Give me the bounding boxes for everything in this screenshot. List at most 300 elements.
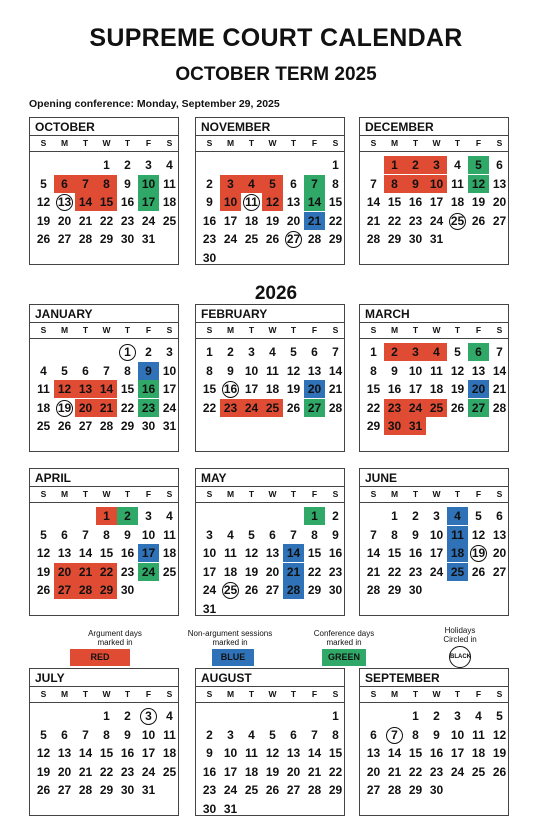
day-cell: 23 (202, 783, 217, 797)
day-cell: 9 (332, 527, 339, 542)
day-cell: 21 (78, 764, 93, 779)
day-cell: 30 (120, 783, 135, 797)
day-cell: 15 (99, 546, 114, 560)
day-cell: 29 (96, 581, 117, 599)
day-cell: 1 (304, 507, 325, 525)
day-cell: 1 (103, 158, 110, 172)
day-cell: 30 (202, 801, 217, 816)
day-cell: 3 (227, 727, 234, 742)
day-cell: 28 (307, 232, 322, 246)
day-cell: 21 (96, 399, 117, 417)
day-cell: 7 (103, 363, 110, 378)
weekday-header: T (290, 689, 297, 699)
day-cell: 31 (223, 801, 238, 816)
day-cell: 14 (387, 746, 402, 760)
day-cell: 17 (450, 746, 465, 760)
day-cell: 18 (162, 195, 177, 209)
day-cell: 28 (366, 232, 381, 246)
day-cell: 20 (468, 380, 489, 398)
weekday-header: T (454, 489, 461, 499)
day-cell: 18 (265, 382, 280, 396)
day-cell: 14 (78, 546, 93, 560)
day-cell: 7 (496, 345, 503, 359)
day-cell: 29 (387, 583, 402, 597)
day-cell: 29 (99, 783, 114, 797)
day-cell: 16 (408, 195, 423, 209)
weekday-header: T (290, 138, 297, 148)
day-cell: 23 (328, 564, 343, 579)
day-cell: 18 (36, 400, 51, 415)
weekday-header: M (390, 689, 399, 699)
day-cell: 24 (429, 213, 444, 228)
weekday-header: T (82, 138, 89, 148)
day-cell: 5 (61, 363, 68, 378)
day-cell: 23 (202, 232, 217, 246)
day-cell: 23 (220, 399, 241, 417)
day-cell: 1 (384, 156, 405, 174)
weekday-header: T (412, 489, 419, 499)
day-cell: 6 (290, 176, 297, 191)
day-cell: 17 (408, 382, 423, 396)
day-cell: 5 (248, 527, 255, 542)
holiday-circle-icon (243, 194, 260, 211)
day-cell: 4 (475, 709, 482, 723)
day-cell: 19 (471, 195, 486, 209)
weekday-header: T (290, 489, 297, 499)
day-cell: 21 (307, 764, 322, 779)
day-cell: 14 (96, 380, 117, 398)
day-cell: 4 (269, 345, 276, 359)
weekday-header: S (166, 689, 173, 699)
day-cell: 16 (120, 746, 135, 760)
weekday-header: S (496, 138, 503, 148)
day-cell: 24 (141, 213, 156, 228)
day-cell: 25 (36, 419, 51, 433)
day-cell: 2 (227, 345, 234, 359)
day-cell: 8 (311, 527, 318, 542)
day-cell: 5 (40, 527, 47, 542)
weekday-header: S (206, 689, 213, 699)
day-cell: 20 (492, 546, 507, 560)
day-cell: 7 (290, 527, 297, 542)
day-cell: 22 (328, 213, 343, 228)
day-cell: 17 (138, 193, 159, 211)
month-name: MAY (201, 471, 227, 485)
day-cell: 8 (103, 727, 110, 742)
month-july (29, 668, 179, 816)
day-cell: 22 (99, 764, 114, 779)
legend-green-swatch: GREEN (322, 649, 366, 666)
day-cell: 12 (36, 546, 51, 560)
day-cell: 2 (405, 156, 426, 174)
month-may (195, 468, 345, 616)
day-cell: 13 (492, 176, 507, 191)
legend-argument-caption: Argument days marked in (88, 629, 142, 647)
weekday-header: T (82, 689, 89, 699)
day-cell: 9 (124, 176, 131, 191)
day-cell: 25 (447, 563, 468, 581)
day-cell: 12 (265, 746, 280, 760)
day-cell: 26 (36, 232, 51, 246)
day-cell: 11 (451, 176, 464, 191)
day-cell: 25 (162, 213, 177, 228)
weekday-header: S (332, 689, 339, 699)
day-cell: 19 (265, 764, 280, 779)
month-name: NOVEMBER (201, 120, 271, 134)
month-name: AUGUST (201, 671, 252, 685)
month-name: MARCH (365, 307, 410, 321)
legend-black-circle-icon: BLACK (449, 646, 471, 668)
weekday-header: S (496, 489, 503, 499)
weekday-header: F (475, 489, 482, 499)
day-cell: 21 (78, 213, 93, 228)
day-cell: 14 (307, 746, 322, 760)
day-cell: 6 (82, 363, 89, 378)
day-cell: 4 (166, 509, 173, 523)
day-cell: 28 (78, 232, 93, 246)
day-cell: 1 (117, 343, 138, 361)
day-cell: 22 (366, 400, 381, 415)
opening-conference-note: Opening conference: Monday, September 29, 2025 (29, 98, 280, 110)
day-cell: 28 (307, 783, 322, 797)
day-cell: 13 (57, 746, 72, 760)
day-cell: 19 (492, 746, 507, 760)
day-cell: 12 (468, 175, 489, 193)
weekday-header: S (332, 325, 339, 335)
day-cell: 9 (433, 727, 440, 742)
weekday-header: S (40, 325, 47, 335)
day-cell: 1 (206, 345, 213, 359)
day-cell: 1 (391, 509, 398, 523)
day-cell: 11 (241, 193, 262, 211)
day-cell: 4 (166, 709, 173, 723)
day-cell: 10 (141, 727, 156, 742)
day-cell: 9 (124, 527, 131, 542)
day-cell: 13 (286, 746, 301, 760)
weekday-header: S (206, 489, 213, 499)
day-cell: 15 (328, 746, 343, 760)
day-cell: 29 (408, 783, 423, 797)
day-cell: 16 (120, 546, 135, 560)
day-cell: 20 (54, 563, 75, 581)
day-cell: 25 (471, 764, 486, 779)
weekday-header: M (226, 325, 235, 335)
day-cell: 24 (450, 764, 465, 779)
day-cell: 9 (124, 727, 131, 742)
month-name: JULY (35, 671, 65, 685)
weekday-header: T (454, 325, 461, 335)
weekday-header: F (475, 689, 482, 699)
day-cell: 27 (492, 564, 507, 579)
day-cell: 7 (304, 175, 325, 193)
month-april (29, 468, 179, 616)
day-cell: 24 (405, 399, 426, 417)
day-cell: 14 (366, 195, 381, 209)
day-cell: 16 (202, 764, 217, 779)
day-cell: 2 (206, 727, 213, 742)
weekday-header: S (370, 138, 377, 148)
day-cell: 5 (454, 345, 461, 359)
day-cell: 20 (304, 380, 325, 398)
day-cell: 20 (57, 764, 72, 779)
day-cell: 14 (78, 746, 93, 760)
month-june (359, 468, 509, 616)
day-cell: 28 (492, 400, 507, 415)
year-heading: 2026 (254, 283, 298, 304)
weekday-header: M (390, 489, 399, 499)
weekday-header: F (311, 138, 318, 148)
day-cell: 8 (370, 363, 377, 378)
weekday-header: T (248, 489, 255, 499)
day-cell: 11 (447, 526, 468, 544)
month-september (359, 668, 509, 816)
day-cell: 4 (241, 175, 262, 193)
weekday-header: M (60, 689, 69, 699)
day-cell: 22 (387, 564, 402, 579)
day-cell: 23 (408, 564, 423, 579)
day-cell: 8 (206, 363, 213, 378)
day-cell: 21 (366, 213, 381, 228)
day-cell: 14 (328, 363, 343, 378)
day-cell: 17 (429, 195, 444, 209)
day-cell: 11 (266, 363, 279, 378)
day-cell: 1 (96, 507, 117, 525)
weekday-header: S (166, 489, 173, 499)
weekday-header: W (432, 138, 441, 148)
weekday-header: F (145, 325, 152, 335)
day-cell: 2 (124, 158, 131, 172)
day-cell: 25 (244, 783, 259, 797)
weekday-header: T (454, 689, 461, 699)
day-cell: 17 (141, 746, 156, 760)
weekday-header: M (60, 138, 69, 148)
day-cell: 11 (472, 727, 485, 742)
day-cell: 10 (429, 527, 444, 542)
day-cell: 8 (391, 527, 398, 542)
day-cell: 14 (492, 363, 507, 378)
day-cell: 2 (433, 709, 440, 723)
day-cell: 22 (307, 564, 322, 579)
day-cell: 7 (311, 727, 318, 742)
day-cell: 28 (99, 419, 114, 433)
day-cell: 22 (408, 764, 423, 779)
day-cell: 13 (471, 363, 486, 378)
weekday-header: W (432, 489, 441, 499)
day-cell: 1 (103, 709, 110, 723)
legend-conference-caption: Conference days marked in (313, 629, 375, 647)
day-cell: 13 (75, 380, 96, 398)
day-cell: 28 (328, 400, 343, 415)
day-cell: 25 (162, 564, 177, 579)
weekday-header: T (124, 138, 131, 148)
month-august (195, 668, 345, 816)
day-cell: 15 (366, 382, 381, 396)
day-cell: 27 (304, 399, 325, 417)
day-cell: 15 (202, 382, 217, 396)
day-cell: 7 (82, 727, 89, 742)
day-cell: 26 (471, 213, 486, 228)
day-cell: 4 (40, 363, 47, 378)
day-cell: 16 (328, 546, 343, 560)
day-cell: 10 (138, 175, 159, 193)
day-cell: 29 (387, 232, 402, 246)
day-cell: 12 (244, 546, 259, 560)
day-cell: 20 (75, 399, 96, 417)
day-cell: 10 (244, 363, 259, 378)
day-cell: 1 (332, 158, 339, 172)
weekday-header: F (475, 138, 482, 148)
holiday-circle-icon (56, 194, 73, 211)
day-cell: 13 (265, 546, 280, 560)
day-cell: 24 (138, 563, 159, 581)
day-cell: 19 (471, 546, 486, 560)
day-cell: 16 (223, 382, 238, 396)
day-cell: 19 (286, 382, 301, 396)
weekday-header: W (268, 689, 277, 699)
day-cell: 18 (162, 746, 177, 760)
month-name: DECEMBER (365, 120, 434, 134)
month-name: JUNE (365, 471, 398, 485)
day-cell: 7 (75, 175, 96, 193)
day-cell: 25 (223, 583, 238, 597)
day-cell: 8 (332, 176, 339, 191)
weekday-header: F (475, 325, 482, 335)
day-cell: 24 (223, 783, 238, 797)
day-cell: 9 (391, 363, 398, 378)
weekday-header: W (102, 489, 111, 499)
legend-blue-swatch: BLUE (212, 649, 254, 666)
day-cell: 31 (162, 419, 177, 433)
weekday-header: T (412, 138, 419, 148)
day-cell: 24 (202, 583, 217, 597)
day-cell: 4 (447, 507, 468, 525)
day-cell: 21 (366, 564, 381, 579)
day-cell: 19 (36, 764, 51, 779)
day-cell: 15 (99, 746, 114, 760)
day-cell: 5 (40, 176, 47, 191)
day-cell: 15 (120, 382, 135, 396)
weekday-header: W (102, 138, 111, 148)
day-cell: 23 (120, 564, 135, 579)
day-cell: 5 (468, 156, 489, 174)
day-cell: 18 (429, 382, 444, 396)
day-cell: 11 (163, 527, 176, 542)
day-cell: 13 (286, 195, 301, 209)
day-cell: 24 (141, 764, 156, 779)
day-cell: 17 (244, 382, 259, 396)
day-cell: 17 (202, 564, 217, 579)
day-cell: 26 (265, 783, 280, 797)
day-cell: 10 (141, 527, 156, 542)
day-cell: 21 (387, 764, 402, 779)
day-cell: 3 (220, 175, 241, 193)
day-cell: 18 (447, 544, 468, 562)
day-cell: 4 (227, 527, 234, 542)
weekday-header: S (40, 489, 47, 499)
day-cell: 27 (54, 581, 75, 599)
weekday-header: F (145, 689, 152, 699)
weekday-header: S (332, 489, 339, 499)
day-cell: 19 (36, 564, 51, 579)
day-cell: 18 (450, 195, 465, 209)
day-cell: 26 (286, 400, 301, 415)
day-cell: 26 (450, 400, 465, 415)
day-cell: 4 (166, 158, 173, 172)
day-cell: 18 (244, 764, 259, 779)
day-cell: 6 (61, 727, 68, 742)
holiday-circle-icon (222, 582, 239, 599)
weekday-header: S (40, 138, 47, 148)
day-cell: 26 (265, 232, 280, 246)
day-cell: 21 (328, 382, 343, 396)
weekday-header: T (82, 325, 89, 335)
day-cell: 2 (145, 345, 152, 359)
day-cell: 5 (475, 509, 482, 523)
day-cell: 21 (75, 563, 96, 581)
day-cell: 18 (471, 746, 486, 760)
day-cell: 10 (408, 363, 423, 378)
day-cell: 26 (471, 564, 486, 579)
day-cell: 23 (384, 399, 405, 417)
weekday-header: S (370, 689, 377, 699)
day-cell: 30 (120, 232, 135, 246)
day-cell: 18 (223, 564, 238, 579)
weekday-header: S (370, 489, 377, 499)
day-cell: 15 (408, 746, 423, 760)
day-cell: 19 (57, 400, 72, 415)
day-cell: 16 (202, 213, 217, 228)
day-cell: 3 (433, 509, 440, 523)
day-cell: 7 (384, 726, 405, 744)
day-cell: 11 (37, 382, 50, 396)
day-cell: 5 (40, 727, 47, 742)
day-cell: 7 (370, 176, 377, 191)
day-cell: 22 (328, 764, 343, 779)
day-cell: 26 (492, 764, 507, 779)
month-february (195, 304, 345, 452)
weekday-header: M (390, 138, 399, 148)
day-cell: 29 (328, 783, 343, 797)
day-cell: 16 (429, 746, 444, 760)
day-cell: 30 (141, 419, 156, 433)
day-cell: 15 (96, 193, 117, 211)
day-cell: 9 (412, 527, 419, 542)
day-cell: 9 (206, 746, 213, 760)
weekday-header: W (432, 325, 441, 335)
day-cell: 8 (412, 727, 419, 742)
weekday-header: T (124, 325, 131, 335)
day-cell: 11 (245, 746, 258, 760)
month-march (359, 304, 509, 452)
day-cell: 13 (366, 746, 381, 760)
weekday-header: W (432, 689, 441, 699)
day-cell: 26 (244, 583, 259, 597)
day-cell: 6 (290, 727, 297, 742)
day-cell: 2 (124, 709, 131, 723)
day-cell: 27 (468, 399, 489, 417)
legend-red-swatch: RED (70, 649, 130, 666)
day-cell: 27 (492, 213, 507, 228)
day-cell: 21 (304, 212, 325, 230)
day-cell: 14 (304, 193, 325, 211)
day-cell: 21 (492, 382, 507, 396)
day-cell: 1 (412, 709, 419, 723)
day-cell: 31 (141, 232, 156, 246)
day-cell: 6 (311, 345, 318, 359)
day-cell: 12 (54, 380, 75, 398)
weekday-header: S (40, 689, 47, 699)
day-cell: 3 (138, 707, 159, 725)
